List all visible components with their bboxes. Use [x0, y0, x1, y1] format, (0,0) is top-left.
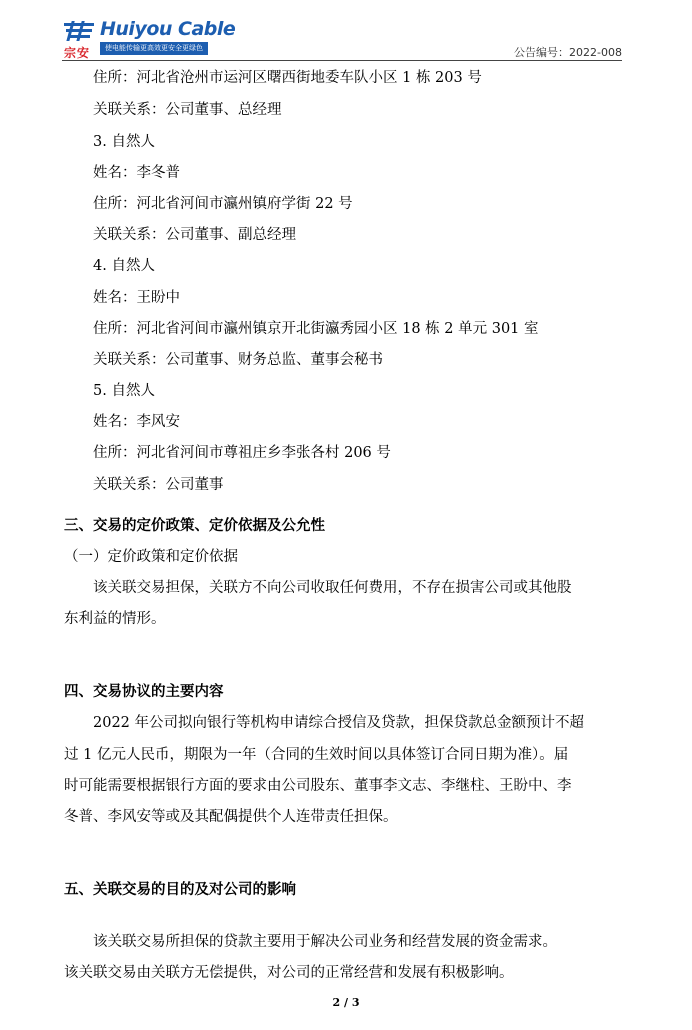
section5-heading: 五、关联交易的目的及对公司的影响: [64, 882, 296, 898]
person2-relation: 关联关系：公司董事、总经理: [93, 102, 282, 118]
person3-name: 姓名：李冬普: [93, 165, 180, 181]
person5-title: 5. 自然人: [93, 383, 155, 399]
section3-heading: 三、交易的定价政策、定价依据及公允性: [64, 518, 325, 534]
notice-number: 公告编号：2022-008: [514, 46, 622, 59]
section3-paragraph-line2: 东利益的情形。: [64, 611, 166, 627]
section4-paragraph-line3: 时可能需要根据银行方面的要求由公司股东、董事李文志、李继柱、王盼中、李: [64, 778, 572, 794]
page-header: [0, 0, 692, 62]
person4-name: 姓名：王盼中: [93, 290, 180, 306]
section3-paragraph-line1: 该关联交易担保，关联方不向公司收取任何费用，不存在损害公司或其他股: [93, 580, 572, 596]
person5-relation: 关联关系：公司董事: [93, 477, 224, 493]
company-logo: [62, 18, 236, 60]
section4-paragraph-line1: 2022 年公司拟向银行等机构申请综合授信及贷款，担保贷款总金额预计不超: [93, 715, 585, 731]
person5-name: 姓名：李风安: [93, 414, 180, 430]
logo-slogan: 使电能传输更高效更安全更绿色: [100, 42, 208, 55]
section4-paragraph-line2: 过 1 亿元人民币，期限为一年（合同的生效时间以具体签订合同日期为准）。届: [64, 747, 569, 763]
section4-heading: 四、交易协议的主要内容: [64, 684, 224, 700]
section3-subheading: （一）定价政策和定价依据: [64, 549, 238, 565]
person3-address: 住所：河北省河间市瀛州镇府学街 22 号: [93, 196, 353, 212]
logo-chinese-name: 宗安: [64, 46, 91, 60]
logo-mark-icon: [62, 20, 96, 44]
person2-address: 住所：河北省沧州市运河区曙西街地委车队小区 1 栋 203 号: [93, 70, 482, 86]
logo-english-name: Huiyou Cable: [100, 18, 236, 40]
page-number: 2 / 3: [332, 996, 360, 1009]
person4-address: 住所：河北省河间市瀛州镇京开北街瀛秀园小区 18 栋 2 单元 301 室: [93, 321, 539, 337]
person3-relation: 关联关系：公司董事、副总经理: [93, 227, 296, 243]
section5-paragraph-line1: 该关联交易所担保的贷款主要用于解决公司业务和经营发展的资金需求。: [93, 934, 557, 950]
person5-address: 住所：河北省河间市尊祖庄乡李张各村 206 号: [93, 445, 391, 461]
section5-paragraph-line2: 该关联交易由关联方无偿提供，对公司的正常经营和发展有积极影响。: [64, 965, 514, 981]
person4-relation: 关联关系：公司董事、财务总监、董事会秘书: [93, 352, 383, 368]
person4-title: 4. 自然人: [93, 258, 155, 274]
person3-title: 3. 自然人: [93, 134, 155, 150]
section4-paragraph-line4: 冬普、李风安等或及其配偶提供个人连带责任担保。: [64, 809, 398, 825]
header-divider: [62, 60, 622, 61]
